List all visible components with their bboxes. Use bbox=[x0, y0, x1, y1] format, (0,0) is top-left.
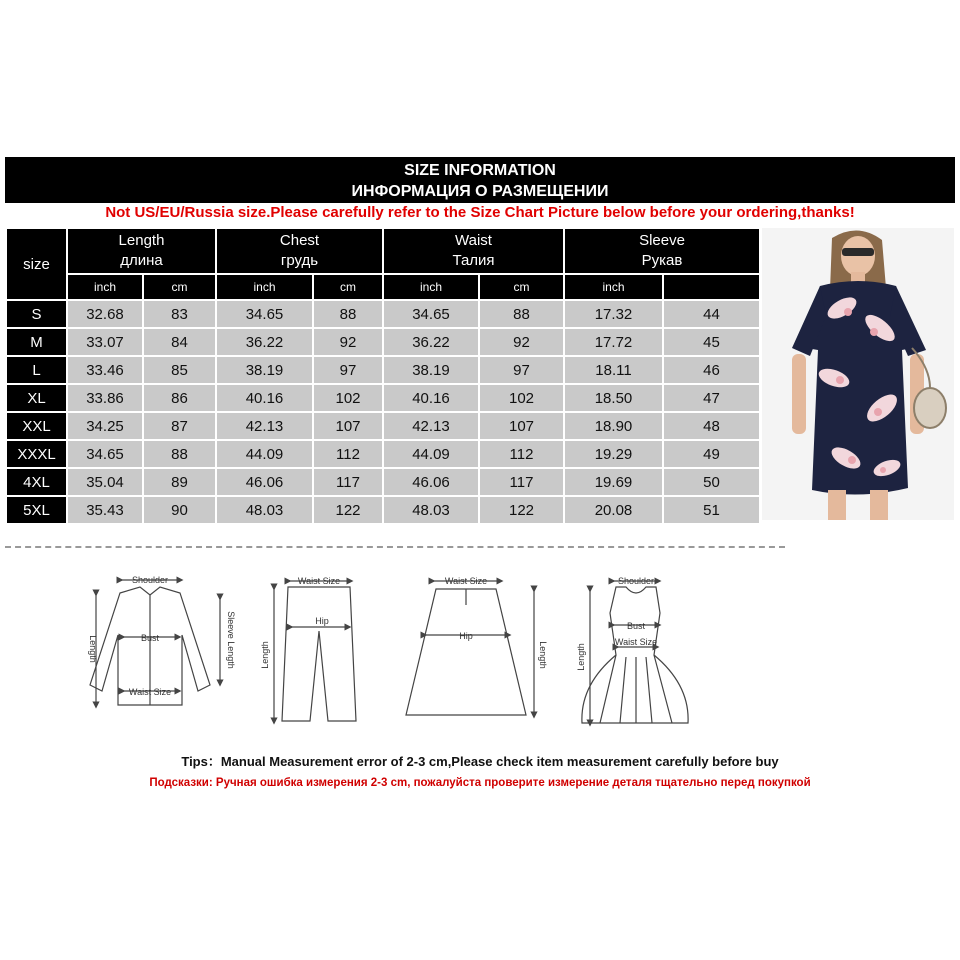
measurement-cell: 50 bbox=[664, 469, 759, 495]
size-row bbox=[7, 357, 759, 383]
measurement-cell: 92 bbox=[480, 329, 563, 355]
skirt-hip-label: Hip bbox=[459, 631, 473, 641]
title-english: SIZE INFORMATION bbox=[404, 162, 556, 179]
pants-diagram bbox=[274, 581, 356, 721]
dress-diagram bbox=[582, 581, 688, 723]
shirt-length-label: Length bbox=[88, 635, 98, 663]
unit-header: inch bbox=[565, 275, 662, 299]
title-bar bbox=[5, 157, 955, 203]
size-label: S bbox=[7, 301, 66, 327]
size-label: XXXL bbox=[7, 441, 66, 467]
size-notice: Not US/EU/Russia size.Please carefully refer to the Size Chart Picture below before your ordering,thanks! bbox=[105, 204, 855, 221]
size-label: M bbox=[7, 329, 66, 355]
measurement-cell: 84 bbox=[144, 329, 215, 355]
chest-header-ru: грудь bbox=[280, 252, 319, 269]
measurement-cell: 117 bbox=[480, 469, 563, 495]
measurement-cell: 20.08 bbox=[565, 497, 662, 523]
measurement-cell: 88 bbox=[314, 301, 382, 327]
measurement-cell: 40.16 bbox=[217, 385, 312, 411]
measurement-cell: 38.19 bbox=[217, 357, 312, 383]
size-row bbox=[7, 329, 759, 355]
measurement-cell: 38.19 bbox=[384, 357, 478, 383]
measurement-cell: 88 bbox=[480, 301, 563, 327]
pants-length-label: Length bbox=[260, 641, 270, 669]
sleeve-header-ru: Рукав bbox=[641, 252, 683, 269]
measurement-cell: 19.29 bbox=[565, 441, 662, 467]
measurement-cell: 85 bbox=[144, 357, 215, 383]
measurement-cell: 32.68 bbox=[68, 301, 142, 327]
measurement-cell: 51 bbox=[664, 497, 759, 523]
measurement-cell: 44.09 bbox=[384, 441, 478, 467]
measurement-cell: 48.03 bbox=[384, 497, 478, 523]
skirt-length-label: Length bbox=[538, 641, 548, 669]
measurement-cell: 17.72 bbox=[565, 329, 662, 355]
measurement-cell: 45 bbox=[664, 329, 759, 355]
unit-header: cm bbox=[480, 275, 563, 299]
title-russian: ИНФОРМАЦИЯ О РАЗМЕЩЕНИИ bbox=[351, 183, 609, 200]
measurement-cell: 88 bbox=[144, 441, 215, 467]
tips-english: Tips：Manual Measurement error of 2-3 cm,Please check item measurement carefully before buy bbox=[181, 754, 779, 769]
skirt-diagram bbox=[406, 581, 534, 715]
measurement-cell: 34.25 bbox=[68, 413, 142, 439]
size-chart-table bbox=[5, 227, 761, 525]
section-divider bbox=[5, 546, 785, 548]
measurement-cell: 36.22 bbox=[217, 329, 312, 355]
measurement-cell: 46 bbox=[664, 357, 759, 383]
chest-header-en: Chest bbox=[279, 232, 320, 249]
size-row bbox=[7, 469, 759, 495]
unit-header: cm bbox=[144, 275, 215, 299]
size-header: size bbox=[7, 229, 66, 299]
measurement-cell: 97 bbox=[480, 357, 563, 383]
size-row bbox=[7, 497, 759, 523]
product-photo bbox=[762, 228, 954, 520]
measurement-cell: 89 bbox=[144, 469, 215, 495]
size-row bbox=[7, 441, 759, 467]
measurement-cell: 92 bbox=[314, 329, 382, 355]
measurement-cell: 102 bbox=[480, 385, 563, 411]
measurement-cell: 117 bbox=[314, 469, 382, 495]
measurement-cell: 33.86 bbox=[68, 385, 142, 411]
measurement-cell: 48.03 bbox=[217, 497, 312, 523]
shirt-bust-label: Bust bbox=[140, 633, 160, 643]
measurement-cell: 122 bbox=[480, 497, 563, 523]
measurement-cell: 107 bbox=[314, 413, 382, 439]
size-label: L bbox=[7, 357, 66, 383]
measurement-cell: 36.22 bbox=[384, 329, 478, 355]
measurement-cell: 112 bbox=[480, 441, 563, 467]
measurement-cell: 102 bbox=[314, 385, 382, 411]
unit-header bbox=[664, 275, 759, 299]
unit-header: cm bbox=[314, 275, 382, 299]
length-header-en: Length bbox=[118, 232, 165, 249]
measurement-cell: 34.65 bbox=[68, 441, 142, 467]
measurement-cell: 44 bbox=[664, 301, 759, 327]
size-rows bbox=[7, 301, 759, 523]
waist-header-ru: Талия bbox=[452, 252, 495, 269]
measurement-cell: 46.06 bbox=[384, 469, 478, 495]
unit-header: inch bbox=[384, 275, 478, 299]
measurement-cell: 83 bbox=[144, 301, 215, 327]
measurement-cell: 18.50 bbox=[565, 385, 662, 411]
size-label: XXL bbox=[7, 413, 66, 439]
measurement-cell: 17.32 bbox=[565, 301, 662, 327]
pants-waist-label: Waist Size bbox=[297, 576, 341, 586]
skirt-waist-label: Waist Size bbox=[444, 576, 488, 586]
measurement-cell: 18.90 bbox=[565, 413, 662, 439]
unit-header: inch bbox=[217, 275, 312, 299]
pants-hip-label: Hip bbox=[315, 616, 329, 626]
measurement-diagrams bbox=[60, 565, 710, 735]
size-label: XL bbox=[7, 385, 66, 411]
measurement-cell: 42.13 bbox=[384, 413, 478, 439]
chest-header bbox=[217, 229, 382, 273]
measurement-cell: 18.11 bbox=[565, 357, 662, 383]
shirt-shoulder-label: Shoulder bbox=[131, 575, 169, 585]
measurement-cell: 42.13 bbox=[217, 413, 312, 439]
dress-shoulder-label: Shoulder bbox=[617, 576, 655, 586]
measurement-cell: 19.69 bbox=[565, 469, 662, 495]
measurement-cell: 35.04 bbox=[68, 469, 142, 495]
measurement-cell: 107 bbox=[480, 413, 563, 439]
length-header bbox=[68, 229, 215, 273]
measurement-cell: 122 bbox=[314, 497, 382, 523]
measurement-cell: 33.07 bbox=[68, 329, 142, 355]
measurement-cell: 97 bbox=[314, 357, 382, 383]
waist-header-en: Waist bbox=[455, 232, 492, 249]
sleeve-header bbox=[565, 229, 759, 273]
waist-header bbox=[384, 229, 563, 273]
measurement-cell: 34.65 bbox=[384, 301, 478, 327]
dress-model-illustration bbox=[762, 228, 954, 520]
measurement-cell: 35.43 bbox=[68, 497, 142, 523]
measurement-cell: 47 bbox=[664, 385, 759, 411]
measurement-cell: 48 bbox=[664, 413, 759, 439]
measurement-cell: 87 bbox=[144, 413, 215, 439]
measurement-cell: 86 bbox=[144, 385, 215, 411]
sleeve-header-en: Sleeve bbox=[639, 232, 685, 249]
size-row bbox=[7, 385, 759, 411]
measurement-cell: 112 bbox=[314, 441, 382, 467]
measurement-cell: 49 bbox=[664, 441, 759, 467]
measurement-cell: 40.16 bbox=[384, 385, 478, 411]
measurement-cell: 44.09 bbox=[217, 441, 312, 467]
measurement-cell: 90 bbox=[144, 497, 215, 523]
shirt-sleeve-label: Sleeve Length bbox=[226, 611, 236, 669]
dress-length-label: Length bbox=[576, 643, 586, 671]
dress-waist-label: Waist Size bbox=[614, 637, 658, 647]
measurement-cell: 33.46 bbox=[68, 357, 142, 383]
unit-header: inch bbox=[68, 275, 142, 299]
size-row bbox=[7, 301, 759, 327]
dress-bust-label: Bust bbox=[626, 621, 646, 631]
measurement-cell: 34.65 bbox=[217, 301, 312, 327]
size-label: 4XL bbox=[7, 469, 66, 495]
size-row bbox=[7, 413, 759, 439]
size-label: 5XL bbox=[7, 497, 66, 523]
tips-russian: Подсказки: Ручная ошибка измерения 2-3 cm, пожалуйста проверите измерение деталя тщательно перед покупкой bbox=[149, 777, 811, 789]
length-header-ru: длина bbox=[120, 252, 163, 269]
measurement-cell: 46.06 bbox=[217, 469, 312, 495]
shirt-waist-label: Waist Size bbox=[128, 687, 172, 697]
